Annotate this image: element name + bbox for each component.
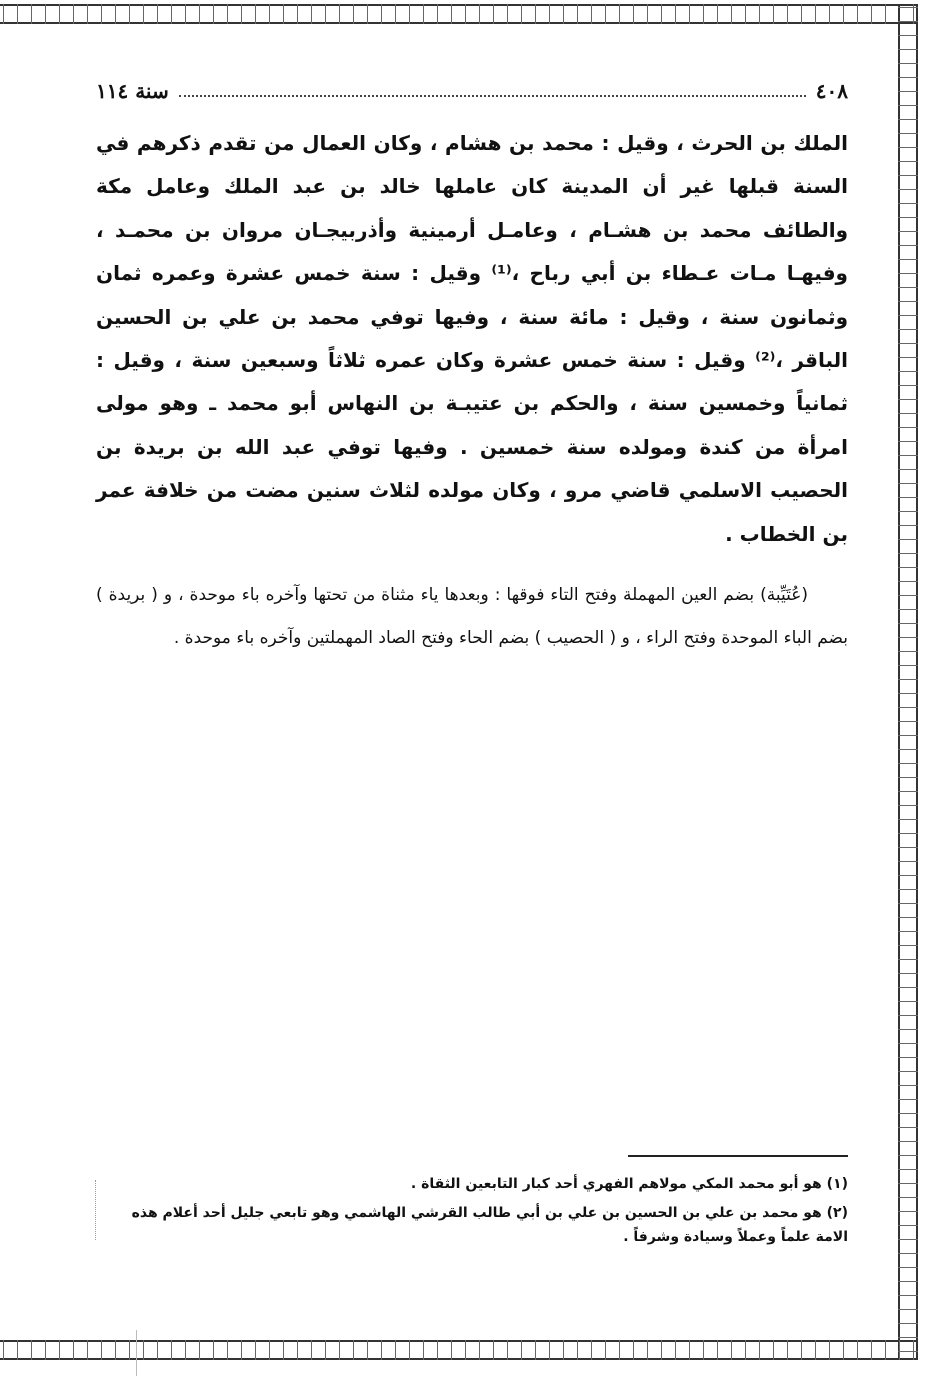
footnotes — [96, 1172, 848, 1254]
page-content — [96, 122, 848, 660]
pronunciation-note: (عُتَيِّبة) بضم العين المهملة وفتح التاء فوقها : وبعدها ياء مثناة من تحتها وآخره باء موحدة ، و ( بريدة ) بضم الباء الموحدة وفتح الراء ، و ( الحصيب ) بضم الحاء وفتح الصاد المهملتين وآخره باء موحدة . — [96, 585, 848, 649]
main-paragraph: الملك بن الحرث ، وقيل : محمد بن هشام ، وكان العمال من تقدم ذكرهم في السنة قبلها غير أن المدينة كان عاملها خالد بن عبد الملك وعامل مكة والطائف محمد بن هشـام ، وعامـل أرمينية وأذربيجـان مروان بن محمـد ، وفيهـا مـات عـطاء بن أبي رباح ،⁽¹⁾ وقيل : سنة خمس عشرة وعمره ثمان وثمانون سنة ، وقيل : مائة سنة ، وفيها توفي محمد بن علي بن الحسين الباقر ،⁽²⁾ وقيل : سنة خمس عشرة وكان عمره ثلاثاً وسبعين سنة ، وقيل : ثمانياً وخمسين سنة ، والحكم بن عتيبـة بن النهاس أبو محمد ـ وهو مولى امرأة من كندة ومولده سنة خمسين . وفيها توفي عبد الله بن بريدة بن الحصيب الاسلمي قاضي مرو ، وكان مولده لثلاث سنين مضت من خلافة عمر بن الخطاب . — [96, 131, 848, 546]
page-header — [96, 76, 848, 106]
footnote-1: (١) هو أبو محمد المكي مولاهم الفهري أحد كبار التابعين الثقاة . — [410, 1176, 848, 1192]
year-label: سنة ١١٤ — [96, 79, 169, 103]
decorative-border-top — [0, 4, 918, 24]
footnote-2: (٢) هو محمد بن علي بن الحسين بن علي بن أبي طالب القرشي الهاشمي وهو تابعي جليل أحد أعلام هذه الامة علماً وعملاً وسيادة وشرفاً . — [131, 1205, 848, 1245]
header-dotted-leader — [179, 85, 806, 97]
page-number: ٤٠٨ — [815, 79, 848, 103]
footnote-separator — [628, 1155, 848, 1157]
decorative-border-right — [898, 4, 918, 1360]
scan-artifact — [136, 1330, 137, 1376]
decorative-border-bottom — [0, 1340, 918, 1360]
